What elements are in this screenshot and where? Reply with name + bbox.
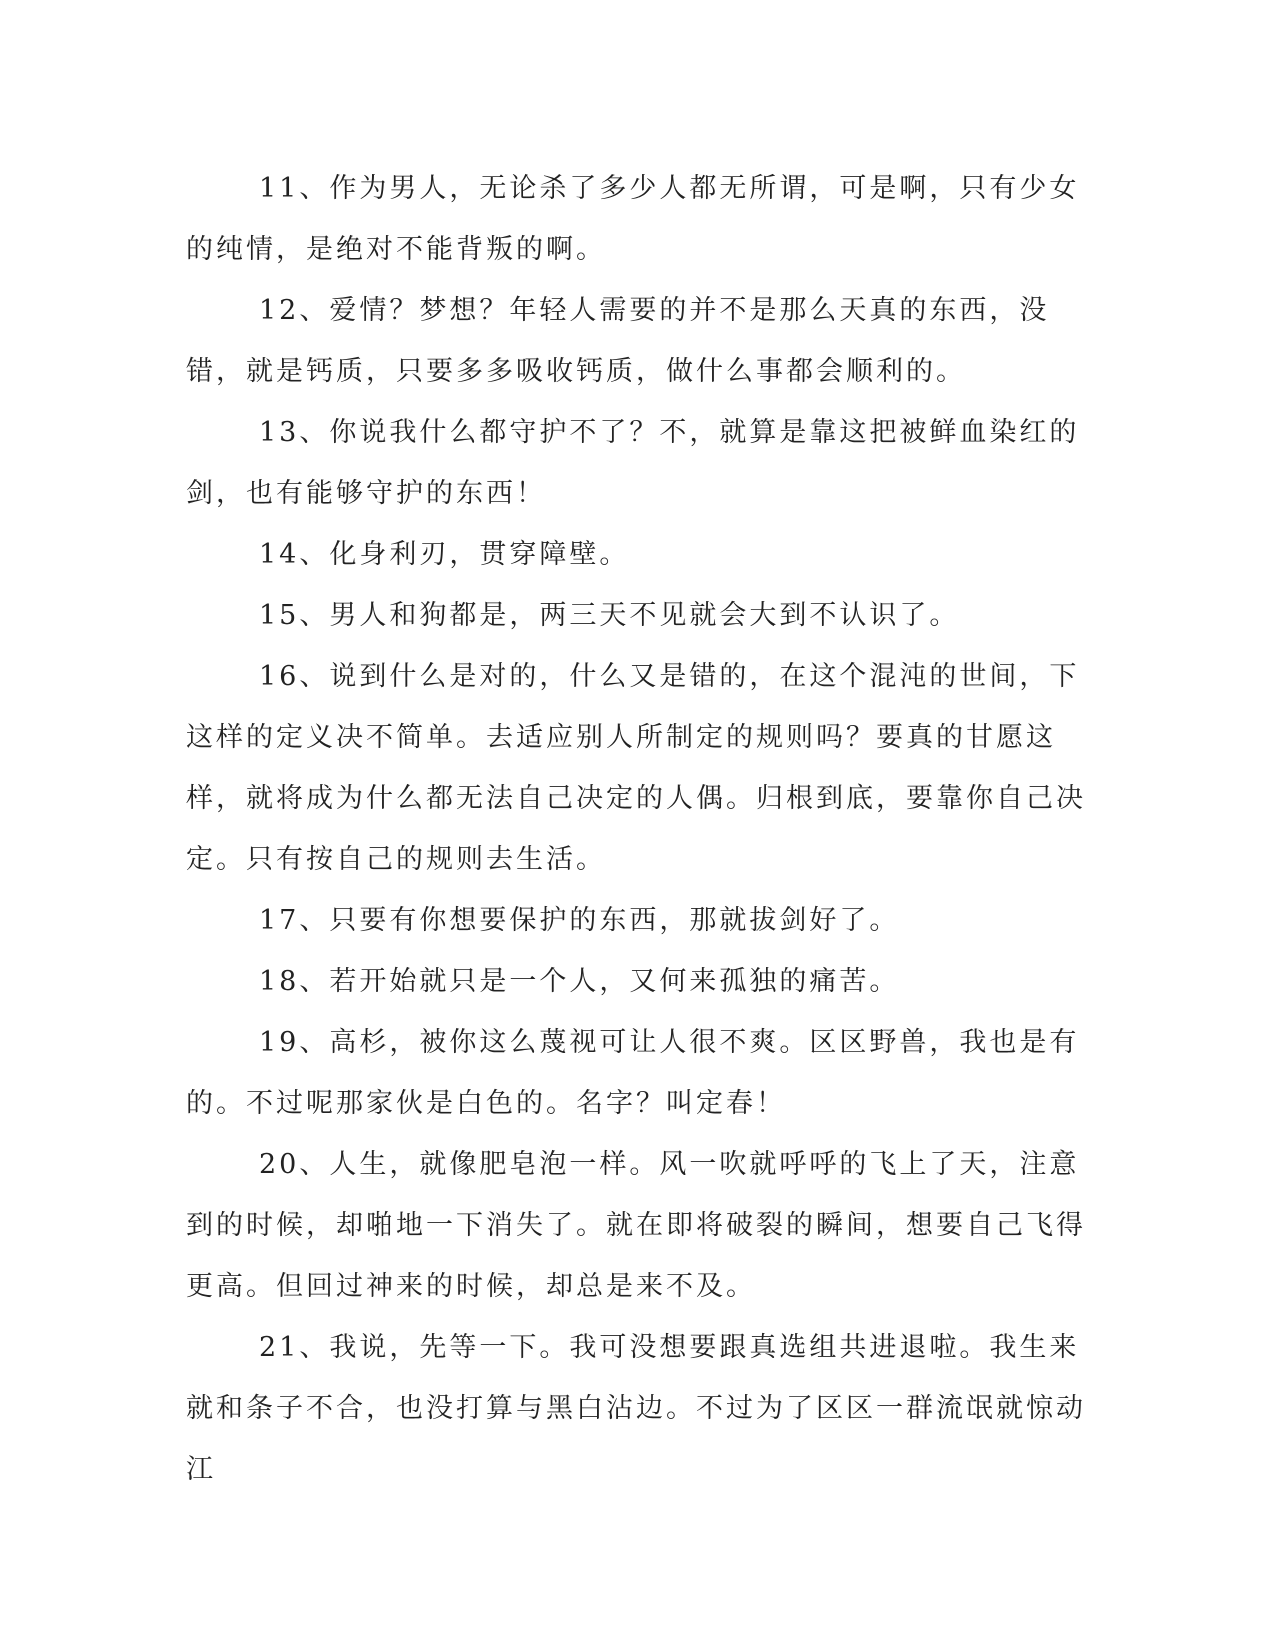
- quote-paragraph: 16、说到什么是对的，什么又是错的，在这个混沌的世间，下这样的定义决不简单。去适应别人所制定的规则吗？要真的甘愿这样，就将成为什么都无法自己决定的人偶。归根到底，要靠你自己决定。只有按自己的规则去生活。: [186, 661, 1086, 875]
- quote-paragraph: 12、爱情？梦想？年轻人需要的并不是那么天真的东西，没错，就是钙质，只要多多吸收钙质，做什么事都会顺利的。: [186, 295, 1050, 387]
- quote-paragraph: 11、作为男人，无论杀了多少人都无所谓，可是啊，只有少女的纯情，是绝对不能背叛的啊。: [186, 173, 1080, 265]
- quote-paragraph: 20、人生，就像肥皂泡一样。风一吹就呼呼的飞上了天，注意到的时候，却啪地一下消失了。就在即将破裂的瞬间，想要自己飞得更高。但回过神来的时候，却总是来不及。: [186, 1149, 1086, 1302]
- quote-paragraph: 18、若开始就只是一个人，又何来孤独的痛苦。: [259, 966, 900, 997]
- quote-paragraph: 15、男人和狗都是，两三天不见就会大到不认识了。: [259, 600, 960, 631]
- quote-paragraph: 14、化身利刃，贯穿障壁。: [259, 539, 630, 570]
- document-body: [186, 158, 1086, 1500]
- quote-paragraph: 19、高杉，被你这么蔑视可让人很不爽。区区野兽，我也是有的。不过呢那家伙是白色的。名字？叫定春！: [186, 1027, 1080, 1119]
- quote-paragraph: 21、我说，先等一下。我可没想要跟真选组共进退啦。我生来就和条子不合，也没打算与黑白沾边。不过为了区区一群流氓就惊动江: [186, 1332, 1086, 1485]
- quote-paragraph: 13、你说我什么都守护不了？不，就算是靠这把被鲜血染红的剑，也有能够守护的东西！: [186, 417, 1080, 509]
- quote-paragraph: 17、只要有你想要保护的东西，那就拔剑好了。: [259, 905, 900, 936]
